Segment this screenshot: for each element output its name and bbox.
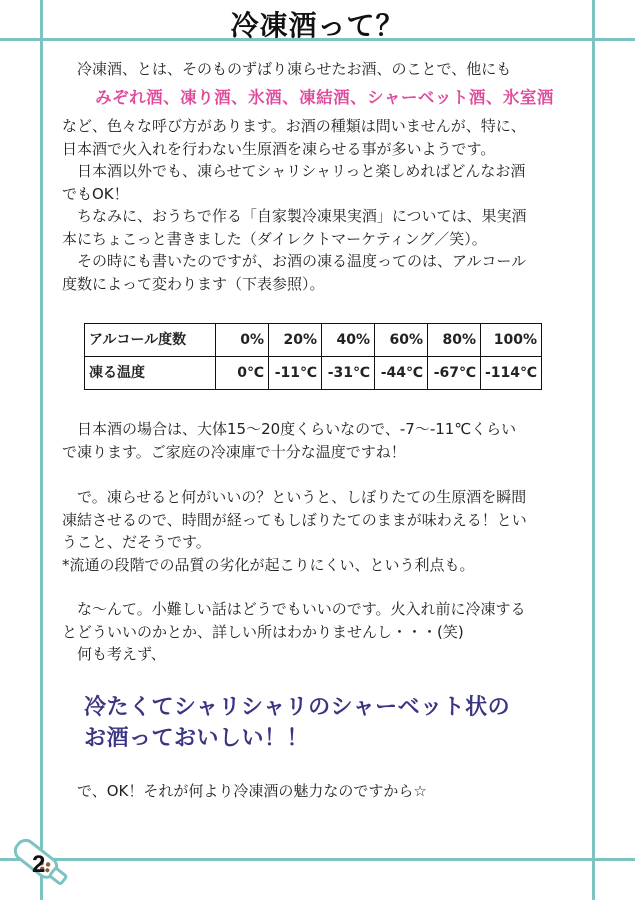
- table-cell: 0%: [216, 324, 269, 357]
- table-cell: -31℃: [322, 357, 375, 390]
- table-cell: -67℃: [428, 357, 481, 390]
- table-row: [85, 357, 542, 390]
- table-cell: -114℃: [481, 357, 542, 390]
- para5-line2: で凍ります。ご家庭の冷凍庫で十分な温度ですね！: [62, 442, 406, 461]
- para4-line2: 度数によって変わります（下表参照）。: [62, 274, 325, 293]
- table-cell: 0℃: [216, 357, 269, 390]
- table-cell: 100%: [481, 324, 542, 357]
- table-header-label: アルコール度数: [85, 324, 216, 357]
- highlight-line2: お酒っておいしい！！: [84, 725, 310, 751]
- sake-bottle-icon: [8, 830, 80, 890]
- para6-line1: で。凍らせると何がいいの？というと、しぼりたての生原酒を瞬間: [77, 488, 527, 506]
- table-row: [85, 324, 542, 357]
- para6-line3: うこと、だそうです。: [62, 533, 211, 551]
- para6-line2: 凍結させるので、時間が経ってもしぼりたてのままが味わえる！とい: [62, 510, 527, 529]
- para3-line2: 本にちょこっと書きました（ダイレクトマーケティング／笑）。: [62, 229, 487, 248]
- table-cell: -11℃: [269, 357, 322, 390]
- freezing-temperature-table: [84, 323, 542, 390]
- table-cell: 20%: [269, 324, 322, 357]
- table-cell: 80%: [428, 324, 481, 357]
- table-cell: 40%: [322, 324, 375, 357]
- para4-line1: その時にも書いたのですが、お酒の凍る温度ってのは、アルコール: [77, 252, 527, 270]
- aliases-line: みぞれ酒、凍り酒、氷酒、凍結酒、シャーベット酒、氷室酒: [95, 87, 554, 107]
- para7-line3: 何も考えず、: [77, 645, 166, 663]
- note-line: *流通の段階での品質の劣化が起こりにくい、という利点も。: [62, 555, 475, 574]
- page-number: 2: [32, 851, 46, 878]
- highlight-message: [84, 692, 587, 754]
- para7-line2: とどういいのかとか、詳しい所はわかりませんし・・・(笑): [62, 622, 464, 641]
- para3-line1: ちなみに、おうちで作る「自家製冷凍果実酒」については、果実酒: [77, 207, 527, 225]
- para2-line2: でもOK！: [62, 184, 129, 203]
- table-cell: -44℃: [375, 357, 428, 390]
- para1-line1: など、色々な呼び方があります。お酒の種類は問いませんが、特に、: [62, 117, 526, 135]
- frame-line-left: [40, 0, 43, 900]
- para2-line1: 日本酒以外でも、凍らせてシャリシャリっと楽しめればどんなお酒: [77, 162, 526, 180]
- closing-line: で、OK！それが何より冷凍酒の魅力なのですから☆: [77, 781, 427, 800]
- frame-line-bottom: [0, 858, 635, 861]
- para5-line1: 日本酒の場合は、大体15～20度くらいなので、-7～-11℃くらい: [77, 420, 517, 438]
- page-title: 冷凍酒って？: [230, 9, 405, 42]
- article-body: [62, 58, 587, 802]
- para7-line1: な～んて。小難しい話はどうでもいいのです。火入れ前に冷凍する: [77, 600, 526, 618]
- table-row-label: 凍る温度: [85, 357, 216, 390]
- frame-line-right: [592, 0, 595, 900]
- highlight-line1: 冷たくてシャリシャリのシャーベット状の: [84, 694, 511, 720]
- intro-line: 冷凍酒、とは、そのものずばり凍らせたお酒、のことで、他にも: [77, 60, 512, 78]
- para1-line2: 日本酒で火入れを行わない生原酒を凍らせる事が多いようです。: [62, 139, 496, 158]
- table-cell: 60%: [375, 324, 428, 357]
